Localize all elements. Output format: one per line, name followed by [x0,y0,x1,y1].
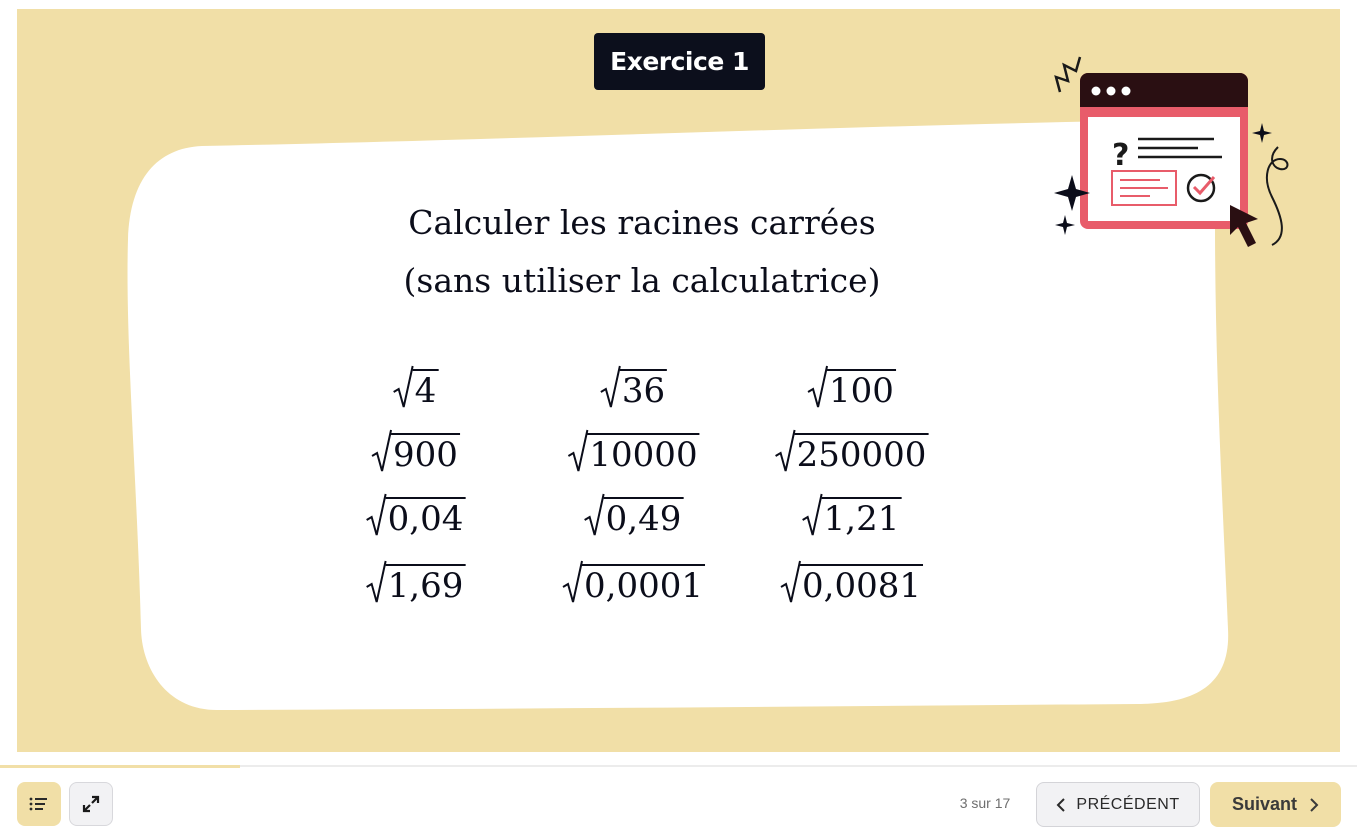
radicand: 100 [829,371,894,411]
sqrt-expression [566,429,699,475]
radicand: 1,69 [387,566,464,606]
radicand: 250000 [796,435,927,475]
radical-sign-icon [365,560,387,606]
radical-sign-icon [365,493,387,539]
previous-button[interactable] [1036,782,1200,827]
radicand: 1,21 [823,499,900,539]
radicand: 0,0081 [802,566,921,606]
sqrt-expression [365,560,466,606]
sqrt-expression [365,493,466,539]
radical-sign-icon [806,365,828,411]
chevron-left-icon [1056,797,1066,813]
table-of-contents-button[interactable] [17,782,61,826]
radical-sign-icon [774,429,796,475]
radical-sign-icon [599,365,621,411]
sqrt-expression [392,365,439,411]
radicand: 0,49 [605,499,682,539]
sqrt-expression [583,493,684,539]
previous-label: PRÉCÉDENT [1076,795,1180,813]
list-icon [29,796,49,812]
radical-sign-icon [561,560,583,606]
sqrt-expression [801,493,902,539]
radicand: 900 [393,435,458,475]
radical-sign-icon [370,429,392,475]
sqrt-expression [806,365,896,411]
sqrt-expression [779,560,923,606]
chevron-right-icon [1309,797,1319,813]
sqrt-expression [561,560,705,606]
exercise-title: Exercice 1 [594,33,765,90]
sqrt-expression [599,365,667,411]
expand-icon [81,794,101,814]
radicand: 36 [621,371,666,411]
fullscreen-button[interactable] [69,782,113,826]
radical-sign-icon [801,493,823,539]
quiz-window-illustration-icon [1050,47,1290,257]
radical-sign-icon [392,365,414,411]
svg-text:?: ? [1112,138,1130,173]
page-counter: 3 sur 17 [959,795,1011,811]
radical-sign-icon [779,560,801,606]
sqrt-expression [370,429,460,475]
radicand: 4 [414,371,437,411]
radical-sign-icon [566,429,588,475]
slide [17,9,1340,752]
progress-fill [0,765,240,768]
next-label: Suivant [1231,794,1297,814]
sqrt-expression [774,429,929,475]
instruction-line-1: Calculer les racines carrées [408,203,876,242]
instruction-line-2: (sans utiliser la calculatrice) [403,261,881,300]
radical-sign-icon [583,493,605,539]
radicand: 0,0001 [584,566,703,606]
radicand: 0,04 [387,499,464,539]
next-button[interactable] [1210,782,1341,827]
radicand: 10000 [589,435,698,475]
